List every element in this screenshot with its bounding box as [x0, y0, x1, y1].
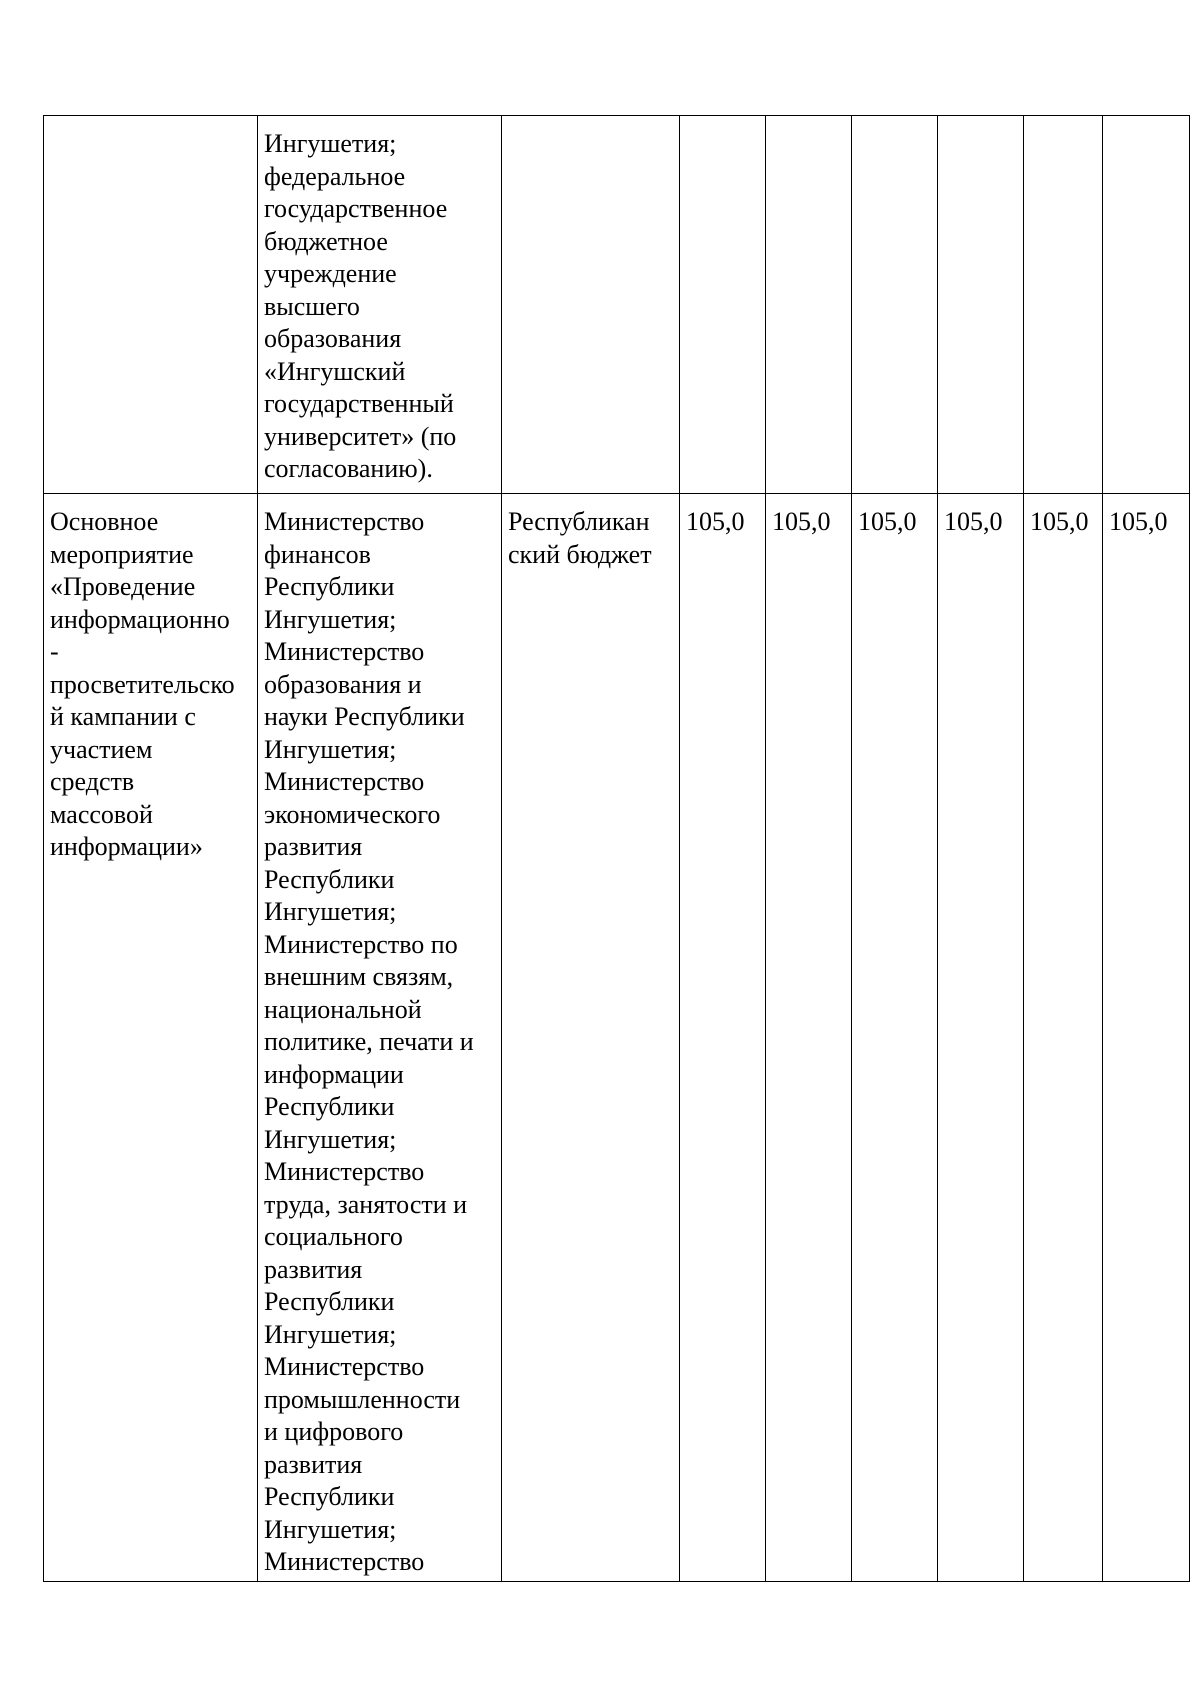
amount-value: 105,0	[772, 507, 831, 536]
amount-cell	[1024, 494, 1103, 1582]
amount-cell	[766, 494, 852, 1582]
amount-cell	[1024, 116, 1103, 494]
amount-value: 105,0	[944, 507, 1003, 536]
amount-cell	[938, 494, 1024, 1582]
amount-cell	[1103, 494, 1190, 1582]
table-row	[44, 116, 1190, 494]
event-text: Основное мероприятие «Проведение информационно - просветительско й кампании с участием средств массовой информации»	[50, 507, 235, 861]
funding-source-cell	[502, 116, 680, 494]
amount-cell	[938, 116, 1024, 494]
amount-value: 105,0	[858, 507, 917, 536]
funding-source-text: Республикан ский бюджет	[508, 507, 652, 569]
amount-cell	[1103, 116, 1190, 494]
amount-cell	[680, 494, 766, 1582]
table-row	[44, 494, 1190, 1582]
executors-text: Ингушетия; федеральное государственное бюджетное учреждение высшего образования «Ингушский государственный университет» (по согласованию).	[264, 129, 457, 483]
amount-cell	[766, 116, 852, 494]
executors-cell	[258, 116, 502, 494]
amount-value: 105,0	[1030, 507, 1089, 536]
amount-value: 105,0	[1109, 507, 1168, 536]
amount-cell	[852, 116, 938, 494]
amount-value: 105,0	[686, 507, 745, 536]
executors-cell	[258, 494, 502, 1582]
executors-text: Министерство финансов Республики Ингушетия; Министерство образования и науки Республики Ингушетия; Министерство экономического развития Республики Ингушетия; Министерство по внешним связям, национальной политике, печати и информации Республики Ингушетия; Министерство труда, занятости и социального развития Республики Ингушетия; Министерство промышленности и цифрового развития Республики Ингушетия; Министерство	[264, 507, 474, 1576]
amount-cell	[680, 116, 766, 494]
amount-cell	[852, 494, 938, 1582]
funding-source-cell	[502, 494, 680, 1582]
event-cell	[44, 494, 258, 1582]
event-cell	[44, 116, 258, 494]
program-table	[43, 115, 1190, 1582]
